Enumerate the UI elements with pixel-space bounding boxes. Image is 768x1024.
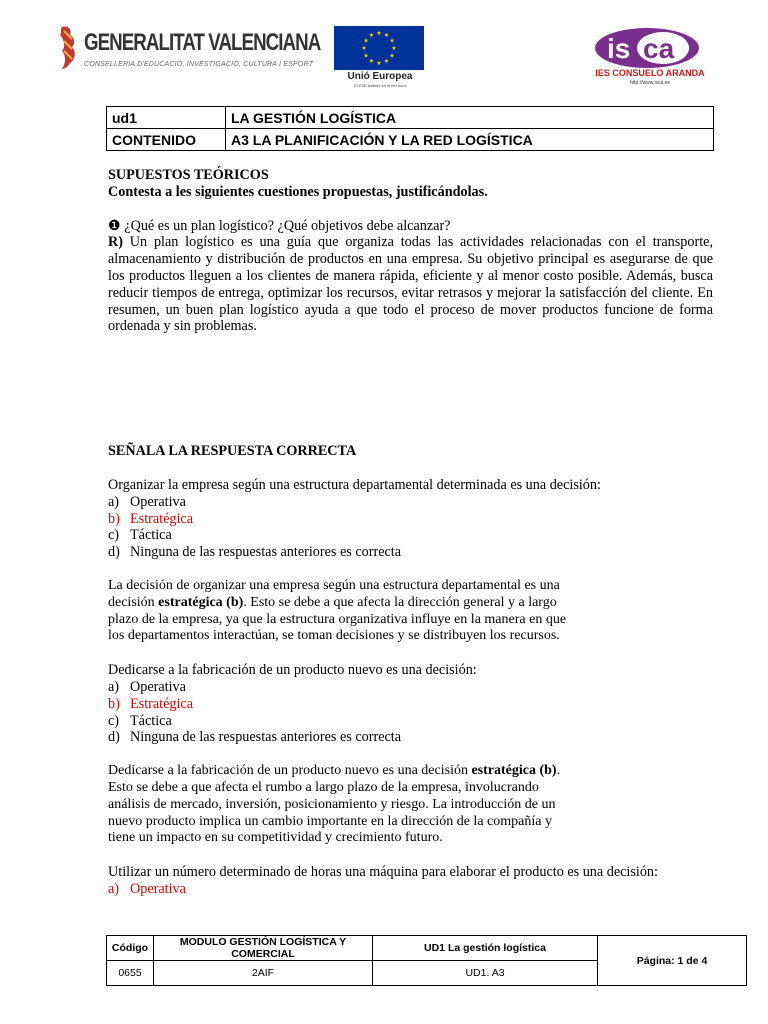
mc-question-3: Utilizar un número determinado de horas una máquina para elaborar el producto es una decisión: [108, 864, 658, 881]
option-a-correct: a) Operativa [108, 880, 186, 897]
mc-question-1-options [108, 494, 713, 561]
content-value: A3 LA PLANIFICACIÓN Y LA RED LOGÍSTICA [226, 129, 714, 151]
section-title-supuestos: SUPUESTOS TEÓRICOS [108, 167, 269, 183]
generalitat-valenciana-logo [58, 25, 321, 75]
eu-name: Unió Europea [347, 71, 413, 82]
content-label: CONTENIDO [107, 129, 226, 151]
section-instruction: Contesta a les siguientes cuestiones propuestas, justificándolas. [108, 183, 488, 200]
mc-question-1: Organizar la empresa según una estructura departamental determinada es una decisión: [108, 476, 601, 493]
isca-url: http://www.isca.es [629, 80, 670, 86]
question-number-icon: ❶ [108, 217, 121, 234]
option-d: d) Ninguna de las respuestas anteriores es correcta [108, 544, 402, 561]
option-c: c) Táctica [108, 527, 172, 544]
question-1 [108, 218, 713, 235]
page-footer-table [106, 935, 747, 986]
mc-question-3-options [108, 881, 713, 898]
footer-ud-value: UD1. A3 [373, 961, 598, 986]
isca-logo-text-left: is [607, 33, 631, 64]
explanation-2: Dedicarse a la fabricación de un producto nuevo es una decisión estratégica (b). Esto se debe a que afecta el rumbo a largo plazo de la empresa, involucrando análisis de mercado, inversión, posicionamiento y riesgo. La introducción de un nuevo producto implica un cambio importante en la dirección de la compañía y tiene un impacto en su competitividad y crecimiento futuro. [108, 763, 561, 846]
footer-codigo-value: 0655 [107, 961, 154, 986]
option-c: c) Táctica [108, 712, 172, 729]
footer-ud-label: UD1 La gestión logística [373, 936, 598, 961]
conselleria-subtitle: CONSELLERIA D'EDUCACIÓ, INVESTIGACIÓ, CULTURA I ESPORT [84, 61, 314, 68]
content-row [107, 129, 714, 151]
isca-logo-text-right: ca [643, 33, 675, 64]
union-europea-logo [330, 26, 430, 90]
eu-flag-icon [334, 26, 424, 70]
answer-prefix: R) [108, 234, 123, 251]
generalitat-crest-icon [58, 25, 80, 71]
explanation-1: La decisión de organizar una empresa según una estructura departamental es una decisión estratégica (b). Esto se debe a que afecta la dirección general y a largo plazo de la empresa, ya que la estructura organizativa influye en la manera en que los departamentos interactúan, se toman decisiones y se distribuyen los recursos. [108, 577, 567, 644]
eu-tagline: El FSE invertix en el teu futur [354, 83, 406, 88]
document-body [108, 167, 713, 898]
footer-page-number: Página: 1 de 4 [598, 936, 747, 986]
unit-row [107, 107, 714, 129]
unit-value: LA GESTIÓN LOGÍSTICA [226, 107, 714, 129]
unit-label: ud1 [107, 107, 226, 129]
generalitat-title: GENERALITAT VALENCIANA [84, 29, 321, 56]
isca-school-name: IES CONSUELO ARANDA [595, 68, 705, 78]
footer-codigo-label: Código [107, 936, 154, 961]
section-title-respuesta: SEÑALA LA RESPUESTA CORRECTA [108, 443, 357, 460]
document-header [0, 0, 768, 100]
footer-modulo-value: 2AIF [154, 961, 373, 986]
option-b-correct: b) Estratégica [108, 510, 194, 527]
question-1-text: ¿Qué es un plan logístico? ¿Qué objetivos debe alcanzar? [120, 217, 451, 234]
mc-question-2: Dedicarse a la fabricación de un producto nuevo es una decisión: [108, 662, 477, 679]
unit-info-table [106, 106, 714, 151]
mc-question-2-options [108, 679, 713, 746]
option-b-correct: b) Estratégica [108, 695, 194, 712]
option-a: a) Operativa [108, 493, 186, 510]
isca-logo-mark [593, 26, 701, 70]
footer-modulo-label: MODULO GESTIÓN LOGÍSTICA Y COMERCIAL [154, 936, 373, 961]
option-a: a) Operativa [108, 678, 186, 695]
isca-logo [585, 26, 715, 90]
answer-1 [108, 234, 713, 335]
option-d: d) Ninguna de las respuestas anteriores es correcta [108, 729, 402, 746]
answer-1-text: Un plan logístico es una guía que organiza todas las actividades relacionadas con el transporte, almacenamiento y distribución de productos en una empresa. Su objetivo principal es asegurarse de que los productos lleguen a los clientes de manera rápida, eficiente y al menor costo posible. Además, busca reducir tiempos de entrega, optimizar los recursos, evitar retrasos y mejorar la satisfacción del cliente. En resumen, un buen plan logístico ayuda a que todo el proceso de mover productos funcione de forma ordenada y sin problemas. [108, 234, 713, 335]
